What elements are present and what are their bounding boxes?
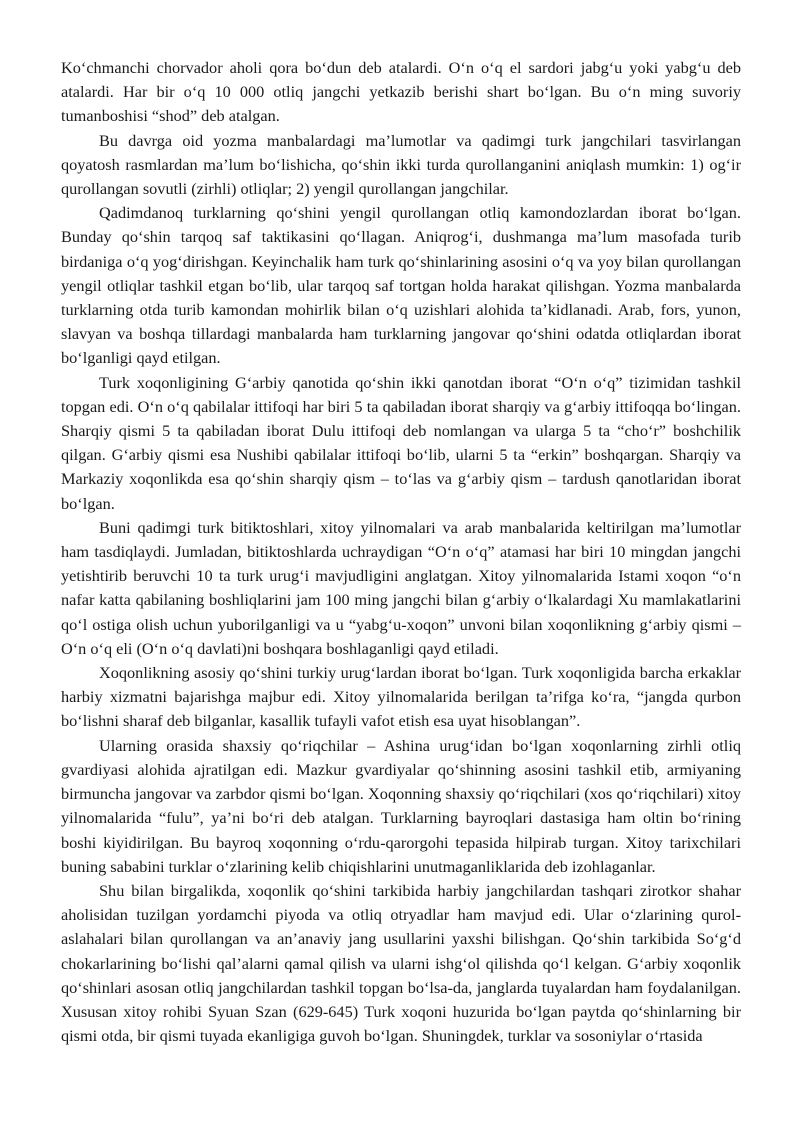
paragraph-light-cavalry: Qadimdanoq turklarning qo‘shini yengil qurollangan otliq kamondozlardan iborat bo‘lgan. Bunday qo‘shin tarqoq saf taktikasini qo‘llagan. Aniqrog‘i, dushmanga ma’lum masofada turib birdaniga o‘q yog‘dirishgan. Keyinchalik ham turk qo‘shinlarining asosini o‘q va yoy bilan qurollangan yengil otliqlar tashkil etgan bo‘lib, ular tarqoq saf tortgan holda harakat qilishgan. Yozma manbalarda turklarning otda turib kamondan mohirlik bilan o‘q uzishlari alohida ta’kidlanadi. Arab, fors, yunon, slavyan va boshqa tillardagi manbalarda ham turklarning jangovar qo‘shini odatda otliqlardan iborat bo‘lganligi qayd etilgan. xyxy=(61,203,741,368)
paragraph-sources: Buni qadimgi turk bitiktoshlari, xitoy yilnomalari va arab manbalarida keltirilgan ma’lumotlar ham tasdiqlaydi. Jumladan, bitiktoshlarda uchraydigan “O‘n o‘q” atamasi har biri 10 mingdan jangchi yetishtirib beruvchi 10 ta turk urug‘i mavjudligini anglatgan. Xitoy yilnomalarida Istami xoqon “o‘n nafar katta qabilaning boshliqlarini jam 100 ming jangchi bilan g‘arbiy o‘lkalardagi Xu mamlakatlarini qo‘l ostiga olish uchun yuborilganligi va u “yabg‘u-xoqon” unvoni bilan xoqonlikning g‘arbiy qismi – O‘n o‘q eli (O‘n o‘q davlati)ni boshqara boshlaganligi qayd etiladi. xyxy=(61,517,741,658)
paragraph-auxiliary-troops: Shu bilan birgalikda, xoqonlik qo‘shini tarkibida harbiy jangchilardan tashqari zirotkor shahar aholisidan tuzilgan yordamchi piyoda va otliq otryadlar ham mavjud edi. Ular o‘zlarining qurol-aslahalari bilan qurollangan va an’anaviy jang usullarini yaxshi bilishgan. Qo‘shin tarkibida So‘g‘d chokarlarining bo‘lishi qal’alarni qamal qilish va ularni ishg‘ol qilishda qo‘l kelgan. G‘arbiy xoqonlik qo‘shinlari asosan otliq jangchilardan tashkil topgan bo‘lsa-da, janglarda tuyalardan ham foydalanilgan. Xususan xitoy rohibi Syuan Szan (629-645) Turk xoqoni huzurida bo‘lgan paytda qo‘shinlarning bir qismi otda, bir qismi tuyada ekanligiga guvoh bo‘lgan. Shuningdek, turklar va sosoniylar o‘rtasida xyxy=(61,880,741,1046)
document-page xyxy=(61,56,741,1048)
paragraph-on-oq-system: Turk xoqonligining G‘arbiy qanotida qo‘shin ikki qanotdan iborat “O‘n o‘q” tizimidan tashkil topgan edi. O‘n o‘q qabilalar ittifoqi har biri 5 ta qabiladan iborat sharqiy va g‘arbiy ittifoqqa bo‘lingan. Sharqiy qismi 5 ta qabiladan iborat Dulu ittifoqi deb nomlangan va ularga 5 ta “cho‘r” boshchilik qilgan. G‘arbiy qismi esa Nushibi qabilalar ittifoqi bo‘lib, ularni 5 ta “erkin” boshqargan. Sharqiy va Markaziy xoqonlikda esa qo‘shin sharqiy qism – to‘las va g‘arbiy qism – tardush qanotlaridan iborat bo‘lgan. xyxy=(61,372,741,513)
paragraph-main-army: Xoqonlikning asosiy qo‘shini turkiy urug‘lardan iborat bo‘lgan. Turk xoqonligida barcha erkaklar harbiy xizmatni bajarishga majbur edi. Xitoy yilnomalarida berilgan ta’rifga ko‘ra, “jangda qurbon bo‘lishni sharaf deb bilganlar, kasallik tufayli vafot etish esa uyat hisoblangan”. xyxy=(61,663,741,731)
paragraph-weapon-types: Bu davrga oid yozma manbalardagi ma’lumotlar va qadimgi turk jangchilari tasvirlangan qoyatosh rasmlardan ma’lum bo‘lishicha, qo‘shin ikki turda qurollanganini aniqlash mumkin: 1) og‘ir qurollangan sovutli (zirhli) otliqlar; 2) yengil qurollangan jangchilar. xyxy=(61,130,741,199)
paragraph-guards: Ularning orasida shaxsiy qo‘riqchilar – Ashina urug‘idan bo‘lgan xoqonlarning zirhli otliq gvardiyasi alohida ajratilgan edi. Mazkur gvardiyalar qo‘shinning asosini tashkil etib, armiyaning birmuncha jangovar va zarbdor qismi bo‘lgan. Xoqonning shaxsiy qo‘riqchilari (xos qo‘riqchilari) xitoy yilnomalarida “fulu”, ya’ni bo‘ri deb atalgan. Turklarning bayroqlari dastasiga ham oltin bo‘rining boshi kiyidirilgan. Bu bayroq xoqonning o‘rdu-qarorgohi tepasida hilpirab turgan. Xitoy tarixchilari buning sababini turklar o‘zlarining kelib chiqishlarini unutmaganliklarida deb izohlaganlar. xyxy=(61,735,741,876)
paragraph-continuation: Ko‘chmanchi chorvador aholi qora bo‘dun deb atalardi. O‘n o‘q el sardori jabg‘u yoki yabg‘u deb atalardi. Har bir o‘q 10 000 otliq jangchi yetkazib berishi shart bo‘lgan. Bu o‘n ming suvoriy tumanboshisi “shod” deb atalgan. xyxy=(61,58,741,126)
